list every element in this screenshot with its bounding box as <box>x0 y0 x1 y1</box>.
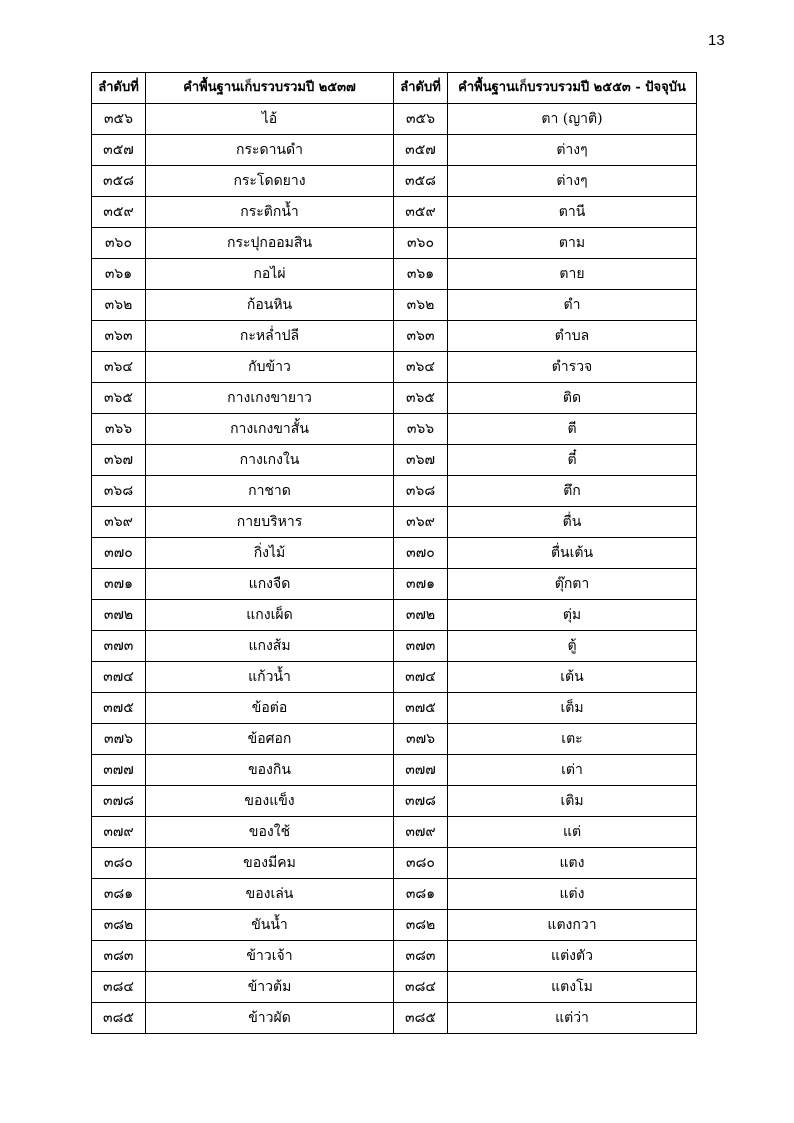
order-number-right: ๓๗๗ <box>394 755 448 786</box>
order-number-left: ๓๗๐ <box>92 538 146 569</box>
order-number-left: ๓๗๔ <box>92 662 146 693</box>
order-number-right: ๓๗๖ <box>394 724 448 755</box>
word-2553-present: ตุ๊กตา <box>448 569 697 600</box>
order-number-right: ๓๖๕ <box>394 383 448 414</box>
word-2537: ของใช้ <box>146 817 394 848</box>
vocabulary-table <box>91 72 697 1034</box>
table-row <box>92 197 697 228</box>
order-number-left: ๓๖๐ <box>92 228 146 259</box>
order-number-left: ๓๖๕ <box>92 383 146 414</box>
order-number-right: ๓๖๙ <box>394 507 448 538</box>
word-2553-present: แต่งตัว <box>448 941 697 972</box>
word-2553-present: แตงกวา <box>448 910 697 941</box>
word-2537: ไอ้ <box>146 104 394 135</box>
word-2553-present: ตี <box>448 414 697 445</box>
table-row <box>92 259 697 290</box>
word-2553-present: แต่ <box>448 817 697 848</box>
order-number-left: ๓๖๑ <box>92 259 146 290</box>
table-row <box>92 414 697 445</box>
word-2537: กระปุกออมสิน <box>146 228 394 259</box>
word-2553-present: ตาม <box>448 228 697 259</box>
table-row <box>92 662 697 693</box>
order-number-left: ๓๘๓ <box>92 941 146 972</box>
word-2537: กิ่งไม้ <box>146 538 394 569</box>
table-row <box>92 352 697 383</box>
word-2537: แก้วน้ำ <box>146 662 394 693</box>
word-2537: แกงส้ม <box>146 631 394 662</box>
table-row <box>92 104 697 135</box>
order-number-left: ๓๘๐ <box>92 848 146 879</box>
order-number-left: ๓๖๗ <box>92 445 146 476</box>
order-number-left: ๓๗๑ <box>92 569 146 600</box>
table-row <box>92 321 697 352</box>
word-2553-present: ตู้ <box>448 631 697 662</box>
table-row <box>92 228 697 259</box>
order-number-right: ๓๗๕ <box>394 693 448 724</box>
table-body <box>92 104 697 1034</box>
word-2537: ข้าวต้ม <box>146 972 394 1003</box>
order-number-right: ๓๖๐ <box>394 228 448 259</box>
order-number-right: ๓๘๓ <box>394 941 448 972</box>
order-number-left: ๓๗๕ <box>92 693 146 724</box>
order-number-left: ๓๗๘ <box>92 786 146 817</box>
order-number-right: ๓๗๙ <box>394 817 448 848</box>
word-2553-present: ติด <box>448 383 697 414</box>
word-2537: กับข้าว <box>146 352 394 383</box>
order-number-right: ๓๗๔ <box>394 662 448 693</box>
table-row <box>92 600 697 631</box>
order-number-right: ๓๗๘ <box>394 786 448 817</box>
table-row <box>92 631 697 662</box>
word-2553-present: แต่ง <box>448 879 697 910</box>
word-2553-present: ตื่น <box>448 507 697 538</box>
word-2537: ข้าวเจ้า <box>146 941 394 972</box>
word-2537: ข้อต่อ <box>146 693 394 724</box>
order-number-left: ๓๕๗ <box>92 135 146 166</box>
word-2537: ข้าวผัด <box>146 1003 394 1034</box>
order-number-left: ๓๘๑ <box>92 879 146 910</box>
table-row <box>92 910 697 941</box>
word-2553-present: เตะ <box>448 724 697 755</box>
order-number-right: ๓๘๔ <box>394 972 448 1003</box>
order-number-left: ๓๖๒ <box>92 290 146 321</box>
word-2537: กายบริหาร <box>146 507 394 538</box>
table-row <box>92 538 697 569</box>
order-number-left: ๓๘๒ <box>92 910 146 941</box>
header-order-left: ลำดับที่ <box>92 73 146 104</box>
order-number-right: ๓๗๑ <box>394 569 448 600</box>
table-row <box>92 383 697 414</box>
word-2553-present: ตำบล <box>448 321 697 352</box>
table-row <box>92 135 697 166</box>
word-2537: กางเกงใน <box>146 445 394 476</box>
table-row <box>92 166 697 197</box>
order-number-left: ๓๘๔ <box>92 972 146 1003</box>
order-number-right: ๓๖๖ <box>394 414 448 445</box>
word-2553-present: ต่างๆ <box>448 135 697 166</box>
word-2537: ขันน้ำ <box>146 910 394 941</box>
order-number-right: ๓๗๓ <box>394 631 448 662</box>
word-2537: ของกิน <box>146 755 394 786</box>
order-number-left: ๓๕๙ <box>92 197 146 228</box>
word-2553-present: แตงโม <box>448 972 697 1003</box>
word-2537: ข้อศอก <box>146 724 394 755</box>
table-row <box>92 941 697 972</box>
order-number-left: ๓๗๗ <box>92 755 146 786</box>
word-2537: กอไผ่ <box>146 259 394 290</box>
word-2553-present: ตานี <box>448 197 697 228</box>
word-2553-present: ตุ่ม <box>448 600 697 631</box>
word-2553-present: ตาย <box>448 259 697 290</box>
order-number-right: ๓๕๙ <box>394 197 448 228</box>
word-2553-present: เต้น <box>448 662 697 693</box>
order-number-right: ๓๗๒ <box>394 600 448 631</box>
word-2553-present: แต่ว่า <box>448 1003 697 1034</box>
word-2553-present: เต่า <box>448 755 697 786</box>
word-2537: แกงจืด <box>146 569 394 600</box>
table-row <box>92 1003 697 1034</box>
page-number: 13 <box>708 32 725 49</box>
order-number-left: ๓๖๙ <box>92 507 146 538</box>
word-2553-present: ต่างๆ <box>448 166 697 197</box>
word-2553-present: ตำรวจ <box>448 352 697 383</box>
header-words-2537: คำพื้นฐานเก็บรวบรวมปี ๒๕๓๗ <box>146 73 394 104</box>
order-number-left: ๓๘๕ <box>92 1003 146 1034</box>
order-number-right: ๓๕๖ <box>394 104 448 135</box>
table-header <box>92 73 697 104</box>
order-number-left: ๓๖๘ <box>92 476 146 507</box>
word-2537: แกงเผ็ด <box>146 600 394 631</box>
order-number-right: ๓๖๑ <box>394 259 448 290</box>
table-row <box>92 290 697 321</box>
order-number-left: ๓๕๖ <box>92 104 146 135</box>
word-2537: กาชาด <box>146 476 394 507</box>
word-2537: ของมีคม <box>146 848 394 879</box>
order-number-right: ๓๖๘ <box>394 476 448 507</box>
order-number-left: ๓๗๒ <box>92 600 146 631</box>
order-number-right: ๓๘๒ <box>394 910 448 941</box>
order-number-left: ๓๗๖ <box>92 724 146 755</box>
order-number-left: ๓๗๓ <box>92 631 146 662</box>
header-words-2553-present: คำพื้นฐานเก็บรวบรวมปี ๒๕๕๓ - ปัจจุบัน <box>448 73 697 104</box>
table-row <box>92 569 697 600</box>
word-2553-present: เติม <box>448 786 697 817</box>
table-row <box>92 724 697 755</box>
header-order-right: ลำดับที่ <box>394 73 448 104</box>
order-number-right: ๓๖๒ <box>394 290 448 321</box>
header-row <box>92 73 697 104</box>
order-number-right: ๓๖๔ <box>394 352 448 383</box>
word-2537: กางเกงขาสั้น <box>146 414 394 445</box>
order-number-left: ๓๖๔ <box>92 352 146 383</box>
order-number-right: ๓๖๗ <box>394 445 448 476</box>
table-row <box>92 445 697 476</box>
table-row <box>92 972 697 1003</box>
table-row <box>92 848 697 879</box>
word-2553-present: ตึก <box>448 476 697 507</box>
word-2553-present: ตื่นเต้น <box>448 538 697 569</box>
word-2537: ของแข็ง <box>146 786 394 817</box>
order-number-left: ๓๗๙ <box>92 817 146 848</box>
table-row <box>92 879 697 910</box>
order-number-right: ๓๖๓ <box>394 321 448 352</box>
table-row <box>92 755 697 786</box>
word-2553-present: ตำ <box>448 290 697 321</box>
table-row <box>92 817 697 848</box>
order-number-right: ๓๘๐ <box>394 848 448 879</box>
table-row <box>92 476 697 507</box>
order-number-right: ๓๕๘ <box>394 166 448 197</box>
word-2553-present: ตี๋ <box>448 445 697 476</box>
order-number-left: ๓๖๓ <box>92 321 146 352</box>
word-2553-present: แตง <box>448 848 697 879</box>
word-2537: ของเล่น <box>146 879 394 910</box>
word-2553-present: เต็ม <box>448 693 697 724</box>
table-row <box>92 693 697 724</box>
order-number-right: ๓๕๗ <box>394 135 448 166</box>
word-2537: กระโดดยาง <box>146 166 394 197</box>
word-2537: กระดานดำ <box>146 135 394 166</box>
word-2537: ก้อนหิน <box>146 290 394 321</box>
order-number-left: ๓๖๖ <box>92 414 146 445</box>
table-row <box>92 507 697 538</box>
word-2537: กะหล่ำปลี <box>146 321 394 352</box>
order-number-right: ๓๗๐ <box>394 538 448 569</box>
word-2537: กางเกงขายาว <box>146 383 394 414</box>
order-number-right: ๓๘๕ <box>394 1003 448 1034</box>
order-number-left: ๓๕๘ <box>92 166 146 197</box>
table-row <box>92 786 697 817</box>
word-2553-present: ตา (ญาติ) <box>448 104 697 135</box>
order-number-right: ๓๘๑ <box>394 879 448 910</box>
word-2537: กระติกน้ำ <box>146 197 394 228</box>
